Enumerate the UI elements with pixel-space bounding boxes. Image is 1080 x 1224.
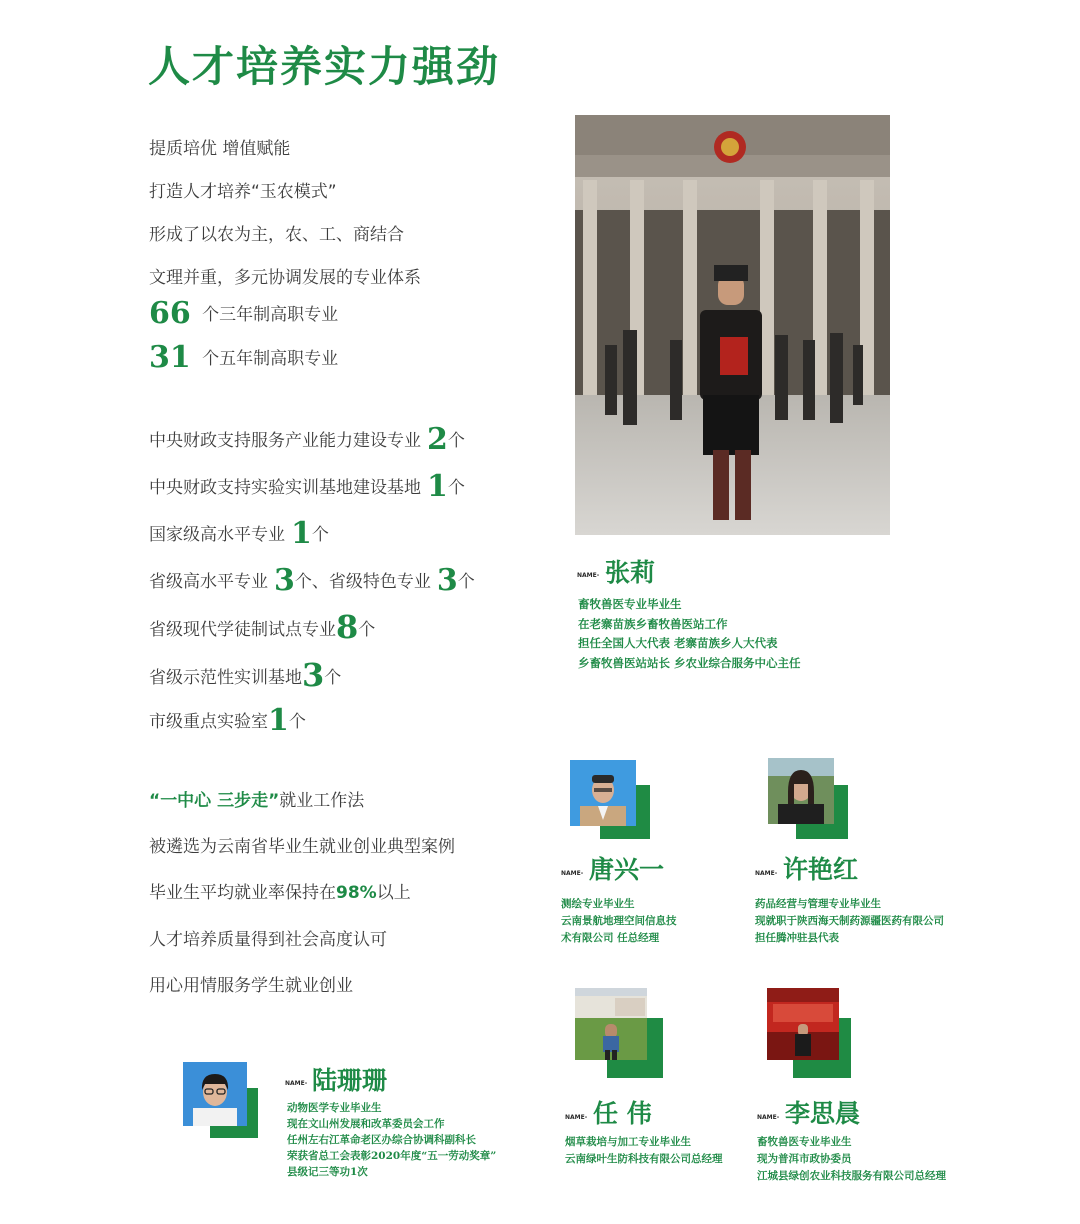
name-tag: NAME- bbox=[577, 572, 600, 579]
person-desc-lu-shanshan bbox=[287, 1100, 496, 1180]
stat-label: 中央财政支持服务产业能力建设专业 bbox=[149, 431, 421, 451]
stat-number: 1 bbox=[427, 469, 448, 504]
intro-line-1: 提质培优 增值赋能 bbox=[149, 139, 291, 159]
name-tag: NAME- bbox=[561, 870, 584, 877]
intro-line-3: 形成了以农为主，农、工、商结合 bbox=[149, 225, 404, 245]
tang-xingyi-photo bbox=[570, 760, 636, 826]
majors-3yr-label: 个三年制高职专业 bbox=[202, 305, 339, 325]
intro-line-4: 文理并重，多元协调发展的专业体系 bbox=[149, 268, 421, 288]
desc-line: 县级记三等功1次 bbox=[287, 1166, 368, 1178]
stat-number: 3 bbox=[274, 563, 295, 598]
stat-number: 1 bbox=[268, 703, 289, 738]
stat-label: 省级现代学徒制试点专业 bbox=[149, 620, 336, 640]
method-name: 一中心 三步走 bbox=[160, 791, 269, 811]
xu-yanhong-photo bbox=[768, 758, 834, 824]
employment-line-5: 用心用情服务学生就业创业 bbox=[149, 976, 353, 996]
stat-row bbox=[149, 469, 465, 504]
stat-unit: 个 bbox=[311, 525, 329, 545]
intro-line-2: 打造人才培养“玉农模式” bbox=[149, 182, 337, 202]
majors-5yr bbox=[149, 340, 338, 375]
lu-shanshan-photo bbox=[183, 1062, 247, 1126]
stat-label: 省级示范性实训基地 bbox=[149, 668, 302, 688]
person-name-li-sichen: 李思晨 bbox=[785, 1099, 861, 1128]
majors-5yr-count: 31 bbox=[149, 340, 191, 375]
desc-line: 药品经营与管理专业毕业生 bbox=[755, 898, 881, 910]
desc-line: 江城县绿创农业科技服务有限公司总经理 bbox=[757, 1170, 946, 1182]
stat-row bbox=[149, 703, 306, 738]
stat-number: 3 bbox=[302, 656, 325, 694]
desc-line: 畜牧兽医专业毕业生 bbox=[578, 597, 682, 611]
majors-3yr-count: 66 bbox=[149, 296, 191, 331]
person-desc-zhang-li bbox=[578, 595, 801, 673]
employment-line-4: 人才培养质量得到社会高度认可 bbox=[149, 930, 387, 950]
desc-line: 乡畜牧兽医站站长 乡农业综合服务中心主任 bbox=[578, 655, 801, 670]
person-name-zhang-li: 张莉 bbox=[605, 558, 656, 587]
stat-number: 1 bbox=[291, 516, 312, 551]
stat-label: 个、省级特色专业 bbox=[294, 572, 431, 592]
stat-label: 省级高水平专业 bbox=[149, 572, 268, 592]
desc-line: 云南景航地理空间信息技 bbox=[561, 915, 677, 927]
rate-suffix: 以上 bbox=[376, 883, 411, 903]
stat-row bbox=[149, 608, 375, 646]
desc-line: 现为普洱市政协委员 bbox=[757, 1153, 852, 1165]
person-name-lu-shanshan: 陆珊珊 bbox=[312, 1066, 388, 1095]
desc-line: 云南绿叶生防科技有限公司总经理 bbox=[565, 1153, 723, 1165]
name-tag: NAME- bbox=[755, 870, 778, 877]
desc-line: 荣获省总工会表彰2020年度“五一劳动奖章” bbox=[287, 1150, 497, 1162]
stat-unit: 个 bbox=[447, 431, 465, 451]
name-tag: NAME- bbox=[757, 1114, 780, 1121]
stat-row bbox=[149, 656, 341, 694]
li-sichen-photo bbox=[767, 988, 839, 1060]
person-desc-tang-xingyi bbox=[561, 896, 677, 947]
desc-line: 动物医学专业毕业生 bbox=[287, 1102, 382, 1114]
quote-mark: “ bbox=[149, 791, 161, 811]
rate-value: 98% bbox=[336, 883, 377, 903]
name-tag: NAME- bbox=[565, 1114, 588, 1121]
desc-line: 烟草栽培与加工专业毕业生 bbox=[565, 1136, 691, 1148]
desc-line: 任州左右江革命老区办综合协调科副科长 bbox=[287, 1134, 476, 1146]
desc-line: 畜牧兽医专业毕业生 bbox=[757, 1136, 852, 1148]
stat-number: 2 bbox=[427, 422, 448, 457]
method-label: 就业工作法 bbox=[279, 791, 365, 811]
stat-row bbox=[149, 516, 329, 551]
ren-wei-photo bbox=[575, 988, 647, 1060]
stat-row bbox=[149, 563, 475, 598]
person-desc-li-sichen bbox=[757, 1134, 946, 1185]
stat-label: 市级重点实验室 bbox=[149, 712, 268, 732]
majors-5yr-label: 个五年制高职专业 bbox=[202, 349, 339, 369]
person-desc-xu-yanhong bbox=[755, 896, 944, 947]
desc-line: 现在文山州发展和改革委员会工作 bbox=[287, 1118, 445, 1130]
stat-unit: 个 bbox=[324, 668, 342, 688]
quote-mark: ” bbox=[268, 791, 280, 811]
stat-number: 8 bbox=[336, 608, 359, 646]
name-tag: NAME- bbox=[285, 1080, 308, 1087]
stat-row bbox=[149, 422, 465, 457]
majors-3yr bbox=[149, 296, 338, 331]
person-name-tang-xingyi: 唐兴一 bbox=[589, 855, 665, 884]
person-name-xu-yanhong: 许艳红 bbox=[783, 855, 859, 884]
stat-unit: 个 bbox=[457, 572, 475, 592]
stat-number: 3 bbox=[436, 563, 458, 598]
stat-unit: 个 bbox=[358, 620, 376, 640]
employment-line-2: 被遴选为云南省毕业生就业创业典型案例 bbox=[149, 837, 455, 857]
page-title: 人才培养实力强劲 bbox=[148, 42, 501, 91]
rate-label: 毕业生平均就业率保持在 bbox=[149, 883, 336, 903]
desc-line: 术有限公司 任总经理 bbox=[561, 932, 660, 944]
stat-unit: 个 bbox=[447, 478, 465, 498]
stat-label: 国家级高水平专业 bbox=[149, 525, 285, 545]
person-name-ren-wei: 任 伟 bbox=[593, 1099, 652, 1128]
desc-line: 担任全国人大代表 老寨苗族乡人大代表 bbox=[578, 636, 778, 650]
stat-unit: 个 bbox=[288, 712, 306, 732]
desc-line: 测绘专业毕业生 bbox=[561, 898, 635, 910]
person-desc-ren-wei bbox=[565, 1134, 723, 1168]
stat-label: 中央财政支持实验实训基地建设基地 bbox=[149, 478, 421, 498]
employment-rate bbox=[149, 878, 411, 903]
desc-line: 现就职于陕西海天制药源疆医药有限公司 bbox=[755, 915, 944, 927]
zhang-li-photo bbox=[575, 115, 890, 535]
employment-method bbox=[149, 786, 364, 811]
desc-line: 担任腾冲驻县代表 bbox=[755, 932, 839, 944]
desc-line: 在老寨苗族乡畜牧兽医站工作 bbox=[578, 616, 728, 631]
